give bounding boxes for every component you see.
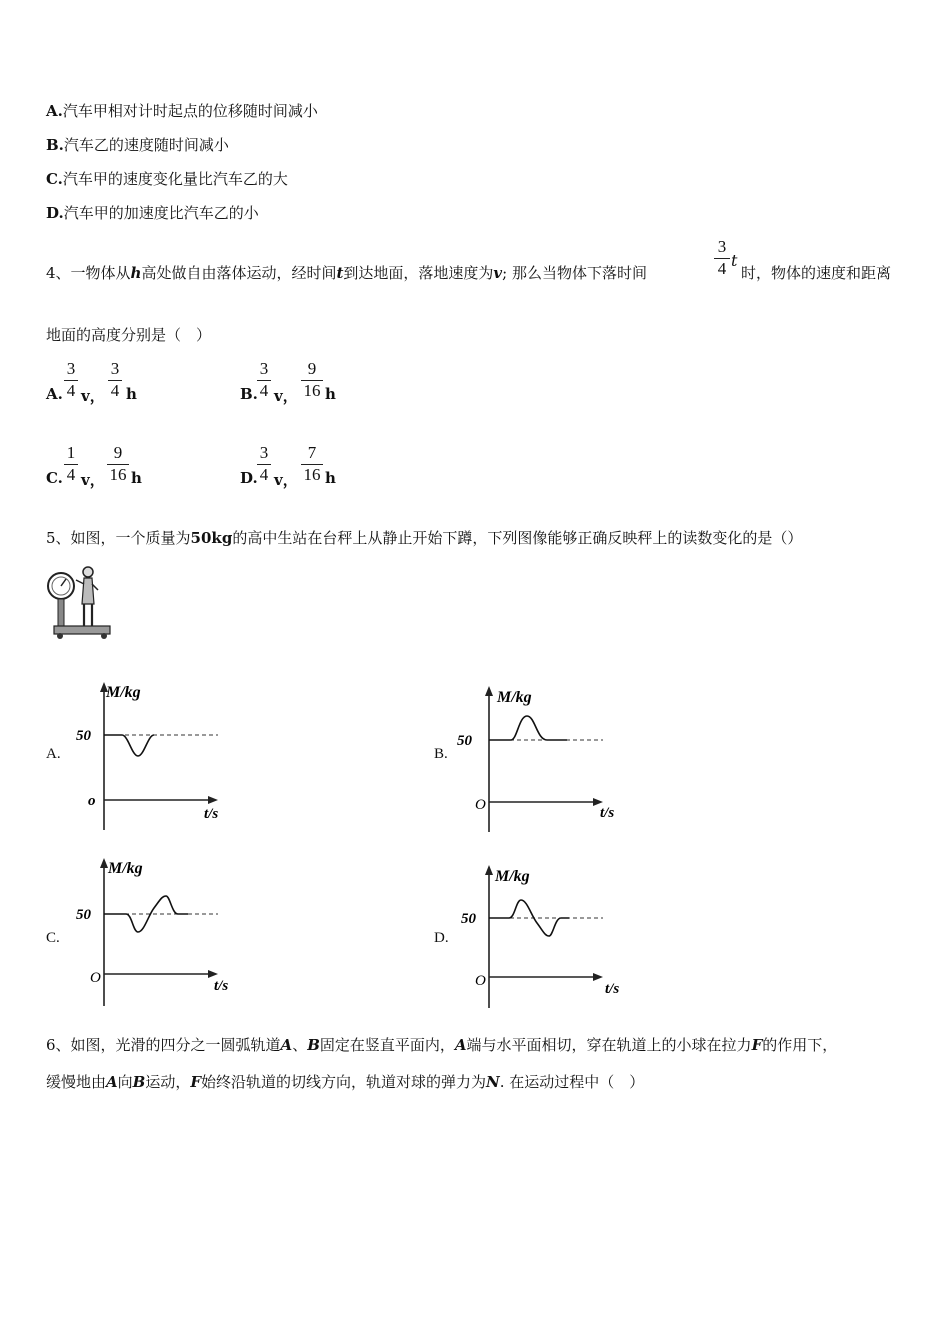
x-axis-label: t/s xyxy=(605,981,620,997)
stem-text: 固定在竖直平面内， xyxy=(319,1036,455,1054)
frac-num: 9 xyxy=(113,443,123,462)
frac-num: 1 xyxy=(66,443,76,462)
graph-c-letter: C. xyxy=(46,930,60,946)
var-t: t xyxy=(336,264,344,282)
stem-text: 向 xyxy=(117,1073,133,1091)
option-text: 汽车甲的速度变化量比汽车乙的大 xyxy=(62,170,288,188)
y-tick-label: 50 xyxy=(461,911,476,927)
q4-option-b-h-frac xyxy=(301,359,323,401)
q3-option-d xyxy=(46,203,259,223)
origin-label: O xyxy=(475,797,486,813)
origin-label: O xyxy=(90,970,101,986)
stem-text: 、 xyxy=(292,1036,308,1054)
q4-option-c-v: v， xyxy=(81,471,105,489)
curve xyxy=(489,900,569,936)
frac-den: 4 xyxy=(110,381,120,400)
y-tick-label: 50 xyxy=(457,733,472,749)
frac-num: 3 xyxy=(66,359,76,378)
option-text: 汽车乙的速度随时间减小 xyxy=(63,136,229,154)
stem-text: ; 那么当物体下落时间 xyxy=(502,264,647,282)
var-a: A xyxy=(454,1036,467,1054)
stem-text: 的高中生站在台秤上从静止开始下蹲，下列图像能够正确反映秤上的读数变化的是（） xyxy=(232,529,803,547)
graph-b xyxy=(455,684,630,836)
graph-b-letter: B. xyxy=(434,746,448,762)
y-arrow-icon xyxy=(485,686,493,696)
y-axis-label: M/kg xyxy=(495,868,530,885)
stem-text: 6、如图，光滑的四分之一圆弧轨道 xyxy=(46,1036,281,1054)
frac-num: 3 xyxy=(259,359,269,378)
frac-num: 3 xyxy=(110,359,120,378)
x-arrow-icon xyxy=(208,796,218,804)
q3-option-c xyxy=(46,169,288,189)
curve xyxy=(104,735,154,756)
q4-option-c-letter: C. xyxy=(46,469,63,487)
frac-den: 4 xyxy=(259,381,269,400)
q4-stem-line1 xyxy=(46,263,647,283)
var-a: A xyxy=(280,1036,293,1054)
option-letter: B. xyxy=(46,136,64,154)
x-axis-label: t/s xyxy=(600,805,615,821)
frac-den: 16 xyxy=(303,381,321,400)
frac-den: 4 xyxy=(259,465,269,484)
var-h: h xyxy=(130,264,142,282)
q5-stem xyxy=(46,528,802,548)
q4-option-a-v: v， xyxy=(81,387,105,405)
scale-person-illustration xyxy=(44,564,114,642)
q4-option-b-v-frac xyxy=(257,359,271,401)
q4-frac-t: t xyxy=(731,251,738,270)
stem-text: 的作用下， xyxy=(762,1036,838,1054)
var-b: B xyxy=(307,1036,320,1054)
q4-option-d-h-frac xyxy=(301,443,323,485)
frac-num: 9 xyxy=(307,359,317,378)
x-axis-label: t/s xyxy=(214,978,229,994)
q4-option-c-h-frac xyxy=(107,443,129,485)
y-tick-label: 50 xyxy=(76,728,91,744)
q4-option-c-h: h xyxy=(131,469,142,487)
frac-num: 3 xyxy=(717,237,727,256)
curve xyxy=(489,716,567,740)
stem-text: 5、如图，一个质量为 xyxy=(46,529,191,547)
stem-text: 到达地面，落地速度为 xyxy=(343,264,494,282)
graph-d xyxy=(455,863,630,1011)
option-letter: D. xyxy=(46,204,64,222)
q4-option-d-h: h xyxy=(325,469,336,487)
stem-text: 运动， xyxy=(145,1073,191,1091)
y-arrow-icon xyxy=(100,858,108,868)
q4-option-c-v-frac xyxy=(64,443,78,485)
option-letter: A. xyxy=(46,102,63,120)
q4-option-a-v-frac xyxy=(64,359,78,401)
q4-stem-tail: 时，物体的速度和距离 xyxy=(741,264,892,282)
frac-den: 4 xyxy=(66,381,76,400)
stem-text: 4、一物体从 xyxy=(46,264,131,282)
option-text: 汽车甲的加速度比汽车乙的小 xyxy=(63,204,259,222)
origin-label: o xyxy=(88,793,96,809)
graph-a xyxy=(70,680,240,835)
var-a: A xyxy=(106,1073,118,1091)
q4-option-d-v-frac xyxy=(257,443,271,485)
q4-option-d-v: v， xyxy=(274,471,298,489)
q3-option-b xyxy=(46,135,229,155)
scale-platform-icon xyxy=(54,626,110,634)
graph-a-letter: A. xyxy=(46,746,61,762)
frac-den: 4 xyxy=(66,465,76,484)
x-axis-label: t/s xyxy=(204,806,219,822)
graph-d-letter: D. xyxy=(434,930,449,946)
q6-stem-line1 xyxy=(46,1035,837,1055)
y-axis-label: M/kg xyxy=(108,860,143,877)
x-arrow-icon xyxy=(208,970,218,978)
q4-stem-line2: 地面的高度分别是（ ） xyxy=(46,326,212,344)
q4-option-b-v: v， xyxy=(274,387,298,405)
frac-den: 4 xyxy=(717,259,727,278)
var-f: F xyxy=(751,1036,763,1054)
y-axis-label: M/kg xyxy=(497,689,532,706)
q4-option-a-h: h xyxy=(126,385,137,403)
q3-option-a xyxy=(46,101,318,121)
option-text: 汽车甲相对计时起点的位移随时间减小 xyxy=(62,102,318,120)
var-v: v xyxy=(493,264,503,282)
stem-text: 高处做自由落体运动，经时间 xyxy=(141,264,337,282)
person-icon xyxy=(83,567,93,577)
origin-label: O xyxy=(475,973,486,989)
q4-option-a-letter: A. xyxy=(46,385,63,403)
y-arrow-icon xyxy=(485,865,493,875)
var-f: F xyxy=(190,1073,202,1091)
q4-option-a-h-frac xyxy=(108,359,122,401)
option-letter: C. xyxy=(46,170,63,188)
q4-option-d-letter: D. xyxy=(240,469,258,487)
q4-fraction xyxy=(714,237,730,279)
frac-den: 16 xyxy=(303,465,321,484)
var-n: N xyxy=(486,1073,500,1091)
graph-c xyxy=(70,856,240,1008)
y-tick-label: 50 xyxy=(76,907,91,923)
stem-text: 始终沿轨道的切线方向，轨道对球的弹力为 xyxy=(201,1073,487,1091)
y-axis-label: M/kg xyxy=(106,684,141,701)
q6-stem-line2 xyxy=(46,1072,644,1092)
q4-option-b-h: h xyxy=(325,385,336,403)
q4-option-b-letter: B. xyxy=(240,385,258,403)
stem-text: . 在运动过程中（ ） xyxy=(499,1073,645,1091)
frac-den: 16 xyxy=(109,465,127,484)
var-b: B xyxy=(132,1073,146,1091)
mass-value: 50kg xyxy=(190,529,233,547)
stem-text: 端与水平面相切，穿在轨道上的小球在拉力 xyxy=(466,1036,752,1054)
stem-text: 缓慢地由 xyxy=(46,1073,107,1091)
frac-num: 7 xyxy=(307,443,317,462)
x-arrow-icon xyxy=(593,973,603,981)
frac-num: 3 xyxy=(259,443,269,462)
